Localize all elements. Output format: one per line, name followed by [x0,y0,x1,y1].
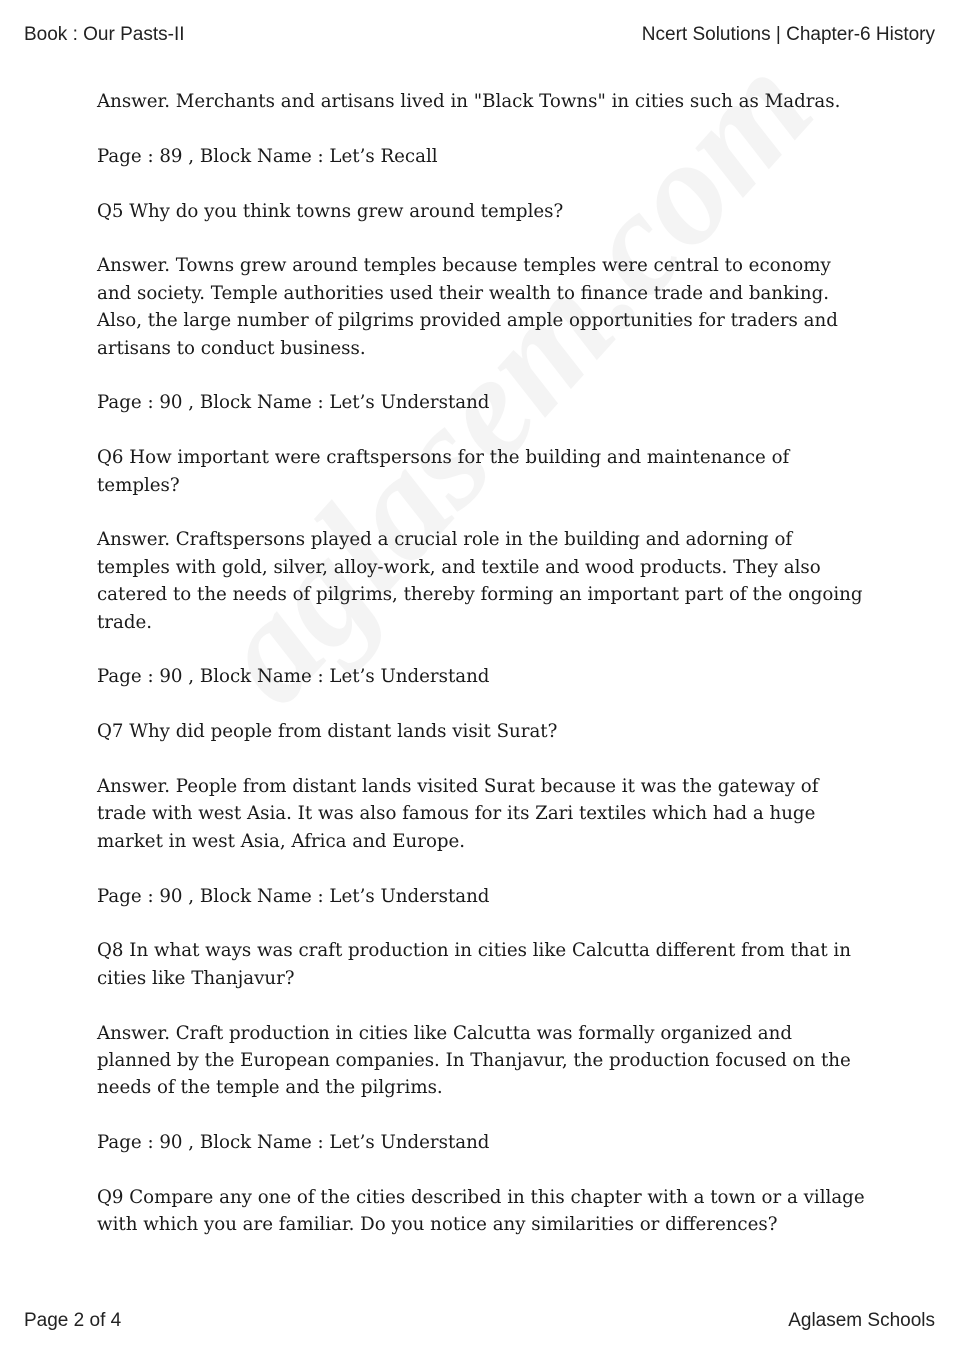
page-footer [24,1310,935,1332]
book-title: Book : Our Pasts-II [24,24,185,45]
page-reference: Page : 90 , Block Name : Let’s Understand [97,666,490,688]
page-reference: Page : 90 , Block Name : Let’s Understand [97,885,490,907]
publisher-name: Aglasem Schools [788,1310,935,1331]
question-q6: Q6 How important were craftspersons for the building and maintenance of temples? [97,447,790,496]
page-number: Page 2 of 4 [24,1310,122,1331]
question-q8: Q8 In what ways was craft production in cities like Calcutta different from that in cities like Thanjavur? [97,940,851,989]
answer-paragraph: Answer. People from distant lands visited Surat because it was the gateway of trade with west Asia. It was also famous for its Zari textiles which had a huge market in west Asia, Africa and Europe. [97,776,819,852]
answer-paragraph: Answer. Craft production in cities like Calcutta was formally organized and planned by the European companies. In Thanjavur, the production focused on the needs of the temple and the pilgrims. [97,1022,851,1099]
page-reference: Page : 90 , Block Name : Let’s Understand [97,1132,490,1154]
answer-paragraph: Answer. Craftspersons played a crucial role in the building and adorning of temples with gold, silver, alloy-work, and textile and wood products. They also catered to the needs of pilgrims, thereby forming an important part of the ongoing trade. [97,529,863,633]
chapter-title: Ncert Solutions | Chapter-6 History [641,24,935,45]
question-q7: Q7 Why did people from distant lands visit Surat? [97,721,558,743]
page-header [24,24,935,46]
page-reference: Page : 89 , Block Name : Let’s Recall [97,145,438,167]
page-reference: Page : 90 , Block Name : Let’s Understand [97,392,490,414]
answer-paragraph: Answer. Towns grew around temples because temples were central to economy and society. Temple authorities used their wealth to finance trade and banking. Also, the large number of pilgrims provided ample opportunities for traders and artisans to conduct business. [97,255,838,359]
document-body [97,88,867,1266]
question-q5: Q5 Why do you think towns grew around temples? [97,200,564,222]
answer-paragraph: Answer. Merchants and artisans lived in "Black Towns" in cities such as Madras. [97,91,841,112]
question-q9: Q9 Compare any one of the cities described in this chapter with a town or a village with which you are familiar. Do you notice any similarities or differences? [97,1187,865,1236]
